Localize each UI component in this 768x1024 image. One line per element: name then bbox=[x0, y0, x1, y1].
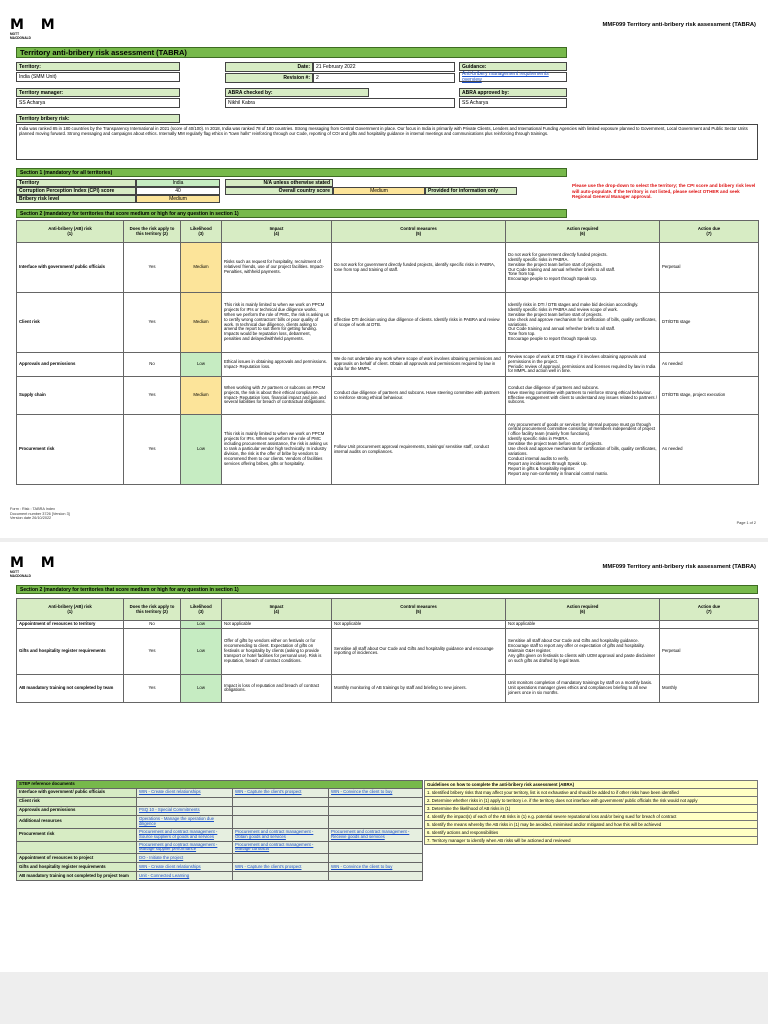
risk-due[interactable]: DTI/DTB stage bbox=[660, 293, 759, 353]
bribery-level-value: Medium bbox=[136, 195, 220, 203]
risk-due[interactable]: As needed bbox=[660, 353, 759, 377]
risk-name: Interface with government/ public officials bbox=[17, 243, 124, 293]
risk-row bbox=[17, 293, 759, 353]
risk-impact[interactable]: Risks such as request for hospitality, recruitment of relatives/ friends, use of our project facilities. Impact- Penalties, withheld payments. bbox=[222, 243, 332, 293]
risk-row bbox=[17, 353, 759, 377]
revision-label: Revision #: bbox=[225, 73, 313, 83]
risk-control[interactable]: Sensitise all staff about Our Code and Gifts and hospitality guidance and encourage reporting of incidences. bbox=[332, 628, 506, 674]
territory-field[interactable]: India (SMM Unit) bbox=[16, 72, 180, 82]
guidance-link[interactable]: Anti-bribery management requirements overview bbox=[462, 71, 549, 83]
step-ref-row bbox=[17, 788, 423, 797]
risk-due[interactable]: Perpetual bbox=[660, 243, 759, 293]
step-ref-link[interactable]: WIN - Capture the client's prospect bbox=[235, 789, 302, 795]
step-ref-cell bbox=[233, 841, 329, 854]
guideline-item: 3. Determine the likelihood of AB risks in (1) bbox=[425, 805, 758, 813]
step-ref-cell bbox=[329, 863, 423, 872]
step-ref-cell bbox=[329, 806, 423, 815]
risk-row bbox=[17, 621, 759, 629]
risk-control[interactable]: Follow Unit procurement approval requirements, trainings/ sensitise staff, conduct internal audits on compliances. bbox=[332, 415, 506, 485]
s1-territory-value[interactable]: India bbox=[136, 179, 220, 187]
guideline-row bbox=[425, 837, 758, 845]
risk-name: AB mandatory training not completed by team bbox=[17, 674, 124, 702]
guideline-item: 1. Identified bribery risks that may affect your territory, list is not exhaustive and should be added to if other risks have been identified bbox=[425, 789, 758, 797]
guideline-item: 4. Identify the impact(s) of each of the AB risks in (1) e.g. potential severe reputational loss and/or being sued for breach of contract bbox=[425, 813, 758, 821]
territory-manager-field[interactable]: SS Acharya bbox=[16, 98, 180, 108]
guideline-row bbox=[425, 797, 758, 805]
step-ref-link[interactable]: WIN - Create client relationships bbox=[139, 863, 201, 869]
abra-approved-field[interactable]: SS Acharya bbox=[459, 98, 567, 108]
guidance-label: Guidance: bbox=[459, 62, 567, 71]
step-ref-cell bbox=[137, 854, 233, 863]
step-ref-label bbox=[17, 841, 137, 854]
overall-score-value: Medium bbox=[333, 187, 425, 195]
risk-impact[interactable]: This risk is mainly limited to when we work on PPCM projects for IFIs or technical due diligence works. When we perform the role of PMC, the risk is asking us to certify wrong contractors' bills or poor quality of work. In technical due diligence, clients asking to amend the report to suit them for getting funding. Impacts would be reputation loss, debarment, penalties and delayed/withheld payments. bbox=[222, 293, 332, 353]
col-ab-risk: Anti-bribery (AB) risk (1) bbox=[17, 221, 124, 243]
overall-score-label: Overall country score bbox=[225, 187, 333, 195]
step-ref-link[interactable]: Procurement and contract management - Manage supplier performance bbox=[139, 841, 218, 852]
step-ref-link[interactable]: PSQ 10 - Special Commitments bbox=[139, 807, 200, 813]
step-ref-row bbox=[17, 841, 423, 854]
step-ref-cell bbox=[233, 806, 329, 815]
risk-name: Procurement risk bbox=[17, 415, 124, 485]
risk-impact[interactable]: Not applicable bbox=[222, 621, 332, 629]
step-ref-cell bbox=[137, 841, 233, 854]
step-ref-cell bbox=[233, 828, 329, 841]
col-applies: Does the risk apply to this territory (2) bbox=[124, 599, 181, 621]
risk-impact[interactable]: Ethical issues in obtaining approvals and permissions. Impact- Reputation loss. bbox=[222, 353, 332, 377]
risk-due[interactable] bbox=[660, 621, 759, 629]
guideline-item: 6. Identify actions and responsibilities bbox=[425, 829, 758, 837]
col-impact: Impact (4) bbox=[222, 599, 332, 621]
step-ref-link[interactable]: Procurement and contract management - Receive goods and services bbox=[331, 828, 410, 839]
step-ref-cell bbox=[137, 828, 233, 841]
risk-likelihood[interactable]: Medium bbox=[181, 293, 222, 353]
col-impact: Impact (4) bbox=[222, 221, 332, 243]
risk-row bbox=[17, 628, 759, 674]
risk-likelihood[interactable]: Low bbox=[181, 353, 222, 377]
risk-likelihood[interactable]: Medium bbox=[181, 243, 222, 293]
step-ref-label: Gifts and hospitality register requirements bbox=[17, 863, 137, 872]
section2-title-p2: Section 2 (mandatory for territories that score medium or high for any question in section 1) bbox=[16, 585, 758, 594]
col-action: Action required (6) bbox=[506, 221, 660, 243]
step-ref-cell bbox=[137, 815, 233, 828]
step-ref-cell bbox=[137, 806, 233, 815]
date-label: Date: bbox=[225, 62, 313, 72]
abra-approved-label: ABRA approved by: bbox=[459, 88, 567, 97]
col-control: Control measures (5) bbox=[332, 599, 506, 621]
risk-action[interactable]: Unit monitors completion of mandatory trainings by staff on a monthly basis. Unit operations manager gives ethics and compliances briefing to all new joiners once in six months. bbox=[506, 674, 660, 702]
step-ref-cell bbox=[137, 863, 233, 872]
step-ref-link[interactable]: DO - Initiate the project bbox=[139, 854, 184, 860]
risk-applies[interactable]: Yes bbox=[124, 628, 181, 674]
risk-action[interactable]: Review scope of work at DTB stage if it involves obtaining approvals and permissions in the project. Periodic review of approval, permissions and licenses required by law in India for MMPL and action well in time. bbox=[506, 353, 660, 377]
document-title: MMF099 Territory anti-bribery risk assessment (TABRA) bbox=[602, 564, 756, 570]
risk-control[interactable]: Monthly monitoring of AB trainings by staff and briefing to new joiners. bbox=[332, 674, 506, 702]
territory-label: Territory: bbox=[16, 62, 180, 71]
step-ref-cell bbox=[329, 872, 423, 881]
cpi-value: 40 bbox=[136, 187, 220, 195]
step-ref-cell bbox=[329, 797, 423, 806]
step-ref-link[interactable]: Procurement and contract management - Source suppliers of goods and services bbox=[139, 828, 218, 839]
guideline-row bbox=[425, 829, 758, 837]
col-ab-risk: Anti-bribery (AB) risk (1) bbox=[17, 599, 124, 621]
step-ref-link[interactable]: WIN - Convince the client to buy bbox=[331, 789, 393, 795]
revision-field[interactable]: 2 bbox=[313, 73, 455, 83]
risk-row bbox=[17, 674, 759, 702]
col-action: Action required (6) bbox=[506, 599, 660, 621]
guidance-link-box bbox=[459, 72, 567, 82]
step-ref-cell bbox=[329, 854, 423, 863]
step-ref-cell bbox=[329, 788, 423, 797]
risk-control[interactable]: Do not work for government directly funded projects, identify specific risks in PABRA, tone from top and training of staff. bbox=[332, 243, 506, 293]
risk-due[interactable]: DTI/DTB stage, project execution bbox=[660, 377, 759, 415]
step-ref-row bbox=[17, 815, 423, 828]
section2-table bbox=[16, 220, 759, 485]
step-ref-cell bbox=[233, 788, 329, 797]
step-ref-title: STEP reference documents bbox=[17, 781, 423, 789]
document-title: MMF099 Territory anti-bribery risk assessment (TABRA) bbox=[602, 22, 756, 28]
risk-control[interactable]: We do not undertake any work where scope of work involves obtaining permissions and approvals on behalf of client. Obtain all approvals and permissions required by law in India for the MMPL. bbox=[332, 353, 506, 377]
col-likelihood: Likelihood (3) bbox=[181, 221, 222, 243]
bribery-risk-label: Territory bribery risk: bbox=[16, 114, 180, 123]
guideline-row bbox=[425, 789, 758, 797]
step-ref-label: AB mandatory training not completed by project team bbox=[17, 872, 137, 881]
risk-likelihood[interactable]: Medium bbox=[181, 377, 222, 415]
step-ref-cell bbox=[233, 872, 329, 881]
page-2 bbox=[0, 542, 768, 972]
na-label: N/A unless otherwise stated bbox=[225, 179, 333, 187]
risk-name: Gifts and hospitality register requirements bbox=[17, 628, 124, 674]
section2-title: Section 2 (mandatory for territories that score medium or high for any question in section 1) bbox=[16, 209, 567, 218]
step-ref-cell bbox=[233, 863, 329, 872]
bribery-level-label: Bribery risk level bbox=[16, 195, 136, 203]
step-ref-row bbox=[17, 828, 423, 841]
step-ref-label: Client risk bbox=[17, 797, 137, 806]
risk-likelihood[interactable]: Low bbox=[181, 415, 222, 485]
step-ref-cell bbox=[233, 815, 329, 828]
step-ref-cell bbox=[233, 797, 329, 806]
risk-impact[interactable]: This risk is mainly limited to when we work on PPCM projects for IFIs. When we perform the role of PMC including procurement assistance, the risk is asking us to rank a particular vendor high technically. In industry division, the risk is the offer of bribe by vendors to recommend them to our clients. Vendors of facilities services offering bribes, gifts or hospitality. bbox=[222, 415, 332, 485]
cpi-label: Corruption Perception Index (CPI) score bbox=[16, 187, 136, 195]
risk-likelihood[interactable]: Low bbox=[181, 628, 222, 674]
step-ref-cell bbox=[329, 841, 423, 854]
risk-applies[interactable]: Yes bbox=[124, 377, 181, 415]
abra-checked-label: ABRA checked by: bbox=[225, 88, 369, 97]
step-ref-row bbox=[17, 863, 423, 872]
guidelines-title: Guidelines on how to complete the anti-bribery risk assessment (ABRA) bbox=[425, 781, 758, 789]
risk-action[interactable]: Not applicable bbox=[506, 621, 660, 629]
date-field[interactable]: 21 February 2022 bbox=[313, 62, 455, 72]
risk-due[interactable]: Perpetual bbox=[660, 628, 759, 674]
risk-impact[interactable]: Impact is loss of reputation and breach of contract obligations. bbox=[222, 674, 332, 702]
step-ref-link[interactable]: Operations - Manage the operation due diligence bbox=[139, 815, 215, 826]
step-ref-link[interactable]: WIN - Create client relationships bbox=[139, 789, 201, 795]
form-title: Territory anti-bribery risk assessment (TABRA) bbox=[16, 47, 567, 58]
step-ref-row bbox=[17, 872, 423, 881]
step-ref-label: Procurement risk bbox=[17, 828, 137, 841]
col-applies: Does the risk apply to this territory (2) bbox=[124, 221, 181, 243]
abra-checked-field[interactable]: Nikhil Kabra bbox=[225, 98, 455, 108]
step-ref-row bbox=[17, 797, 423, 806]
bribery-risk-text[interactable]: India was ranked 85 in 180 countries by the Transparency International in 2021 (score of 40/100). In 2018, India was ranked 78 of 180 countries. Strong messaging from Central Government in place. Our focus in India is primarily with Private Clients, Lenders and International Funding Agencies with limited exposure planned to Government, Local Government and Public Sector Units planned moving forward. Strong messaging and campaigns about ethics. Internally MM regularly flag ethics in "town halls" reinforcing through our Code, reporting of COI and gifts and hospitality guidance in internal meetings and communications plus reinforcing through trainings. bbox=[16, 124, 758, 160]
risk-action[interactable]: Identify risks in DTI / DTB stages and make bid decision accordingly. Identify specific risks in PABRA and review scope of work. Sensitise the project team before start of projects. Use check and approve mechanism for certification of bills, quality certificates, variations. Our Code training and annual refresher briefs to all staff. Tone from top. Encourage people to report through Speak Up. bbox=[506, 293, 660, 353]
risk-applies[interactable]: No bbox=[124, 621, 181, 629]
risk-applies[interactable]: Yes bbox=[124, 415, 181, 485]
footer-left: Form : Risk : TABRA Index Document number 3726 [Version 3] Version date 26/10/2022 bbox=[10, 507, 70, 521]
step-ref-cell bbox=[233, 854, 329, 863]
risk-likelihood[interactable]: Low bbox=[181, 674, 222, 702]
section2-table-p2 bbox=[16, 598, 759, 703]
col-likelihood: Likelihood (3) bbox=[181, 599, 222, 621]
step-ref-row bbox=[17, 806, 423, 815]
risk-row bbox=[17, 243, 759, 293]
risk-action[interactable]: Any procurement of goods or services for internal purpose must go through central procurement committee consisting of members independent of project / office facility team (mainly from functions). Identify specific risks in PABRA. Sensitise the project team before start of projects. Use check and approve mechanism for certification of bills, quality certificates, variations. Conduct internal audits to verify. Report any incidences through Speak Up. Report in gifts & hospitality register. Report any non-conformity in financial control matrix. bbox=[506, 415, 660, 485]
step-ref-cell bbox=[137, 797, 233, 806]
risk-control[interactable]: Conduct due diligence of partners and subcons. Have steering committee with partners to reinforce strong ethical behaviour. bbox=[332, 377, 506, 415]
risk-likelihood[interactable]: Low bbox=[181, 621, 222, 629]
page-number: Page 1 of 2 bbox=[736, 521, 756, 525]
step-ref-link[interactable]: Procurement and contract management - Manage contracts bbox=[235, 841, 314, 852]
risk-applies[interactable]: No bbox=[124, 353, 181, 377]
risk-name: Appointment of resources to territory bbox=[17, 621, 124, 629]
section1-title: Section 1 (mandatory for all territories) bbox=[16, 168, 567, 177]
risk-name: Approvals and permissions bbox=[17, 353, 124, 377]
risk-impact[interactable]: When working with JV partners or subcons on PPCM projects, the risk is about their ethical compliance. Impact- Reputation loss, financial impact and join and several liabilities for breach of contractual obligations. bbox=[222, 377, 332, 415]
step-ref-link[interactable]: WIN - Capture the client's prospect bbox=[235, 863, 302, 869]
step-ref-label: Approvals and permissions bbox=[17, 806, 137, 815]
territory-note: Please use the drop-down to select the territory; the CPI score and bribery risk level will auto-populate. If the territory is not listed, please select OTHER and seek Regional General Manager approval. bbox=[572, 183, 756, 200]
step-ref-row bbox=[17, 854, 423, 863]
risk-action[interactable]: Sensitise all staff about Our Code and Gifts and hospitality guidance. Encourage staff to report any offer or expectation of gifts and hospitality. Maintain G&H register. Any gifts given on festivals to clients with UOM approval and paste disclaimer on such gifts as drafted by legal team. bbox=[506, 628, 660, 674]
company-logo: M M MOTT MACDONALD bbox=[10, 555, 61, 578]
guideline-item: 7. Territory manager to identify when AB risks will be actioned and reviewed bbox=[425, 837, 758, 845]
risk-name: Supply chain bbox=[17, 377, 124, 415]
step-ref-link[interactable]: WIN - Convince the client to buy bbox=[331, 863, 393, 869]
col-due: Action due (7) bbox=[660, 599, 759, 621]
risk-control[interactable]: Effective DTI decision using due diligence of clients. Identify risks in PABRA and review of scope of work at DTB. bbox=[332, 293, 506, 353]
step-ref-label: Additional resources bbox=[17, 815, 137, 828]
risk-action[interactable]: Do not work for government directly funded projects. Identify specific risks in PABRA. Sensitise the project team before start of projects. Our Code training and annual refresher briefs to all staff. Tone from top. Encourage people to report through Speak Up. bbox=[506, 243, 660, 293]
risk-action[interactable]: Conduct due diligence of partners and subcons. Have steering committee with partners to reinforce strong ethical behaviour. Effective engagement with client to understand any issues related to partners / subcons. bbox=[506, 377, 660, 415]
s1-territory-label: Territory bbox=[16, 179, 136, 187]
step-ref-label: Appointment of resources to project bbox=[17, 854, 137, 863]
risk-due[interactable]: Monthly bbox=[660, 674, 759, 702]
company-logo: M M MOTT MACDONALD bbox=[10, 17, 61, 40]
risk-row bbox=[17, 415, 759, 485]
guideline-item: 2. Determine whether risks in (1) apply to territory i.e. if the territory does not interface with government/ public officials the risk would not apply bbox=[425, 797, 758, 805]
risk-control[interactable]: Not applicable bbox=[332, 621, 506, 629]
step-ref-cell bbox=[329, 828, 423, 841]
guideline-item: 5. Identify the means whereby the AB risks in (1) may be avoided, minimised and/or mitigated and how this will be achieved bbox=[425, 821, 758, 829]
guideline-row bbox=[425, 805, 758, 813]
guidelines-table bbox=[424, 780, 758, 845]
risk-row bbox=[17, 377, 759, 415]
risk-applies[interactable]: Yes bbox=[124, 293, 181, 353]
guideline-row bbox=[425, 821, 758, 829]
info-only-label: Provided for information only bbox=[425, 187, 517, 195]
step-ref-cell bbox=[137, 788, 233, 797]
risk-due[interactable]: As needed bbox=[660, 415, 759, 485]
step-ref-cell bbox=[329, 815, 423, 828]
risk-applies[interactable]: Yes bbox=[124, 674, 181, 702]
territory-manager-label: Territory manager: bbox=[16, 88, 180, 97]
step-ref-link[interactable]: Unit - Connected Learning bbox=[139, 872, 190, 878]
risk-impact[interactable]: Offer of gifts by vendors either on festivals or for recommending to client. Expectation of gifts on festivals or hospitality by clients (asking to provide transport or hotel facilities for personal use). Risk is reputation, breach of contract conditions. bbox=[222, 628, 332, 674]
step-ref-cell bbox=[137, 872, 233, 881]
step-reference-table bbox=[16, 780, 423, 881]
col-due: Action due (7) bbox=[660, 221, 759, 243]
guideline-row bbox=[425, 813, 758, 821]
step-ref-link[interactable]: Procurement and contract management - Obtain goods and services bbox=[235, 828, 314, 839]
risk-applies[interactable]: Yes bbox=[124, 243, 181, 293]
risk-name: Client risk bbox=[17, 293, 124, 353]
step-ref-label: Interface with government/ public officials bbox=[17, 788, 137, 797]
col-control: Control measures (5) bbox=[332, 221, 506, 243]
